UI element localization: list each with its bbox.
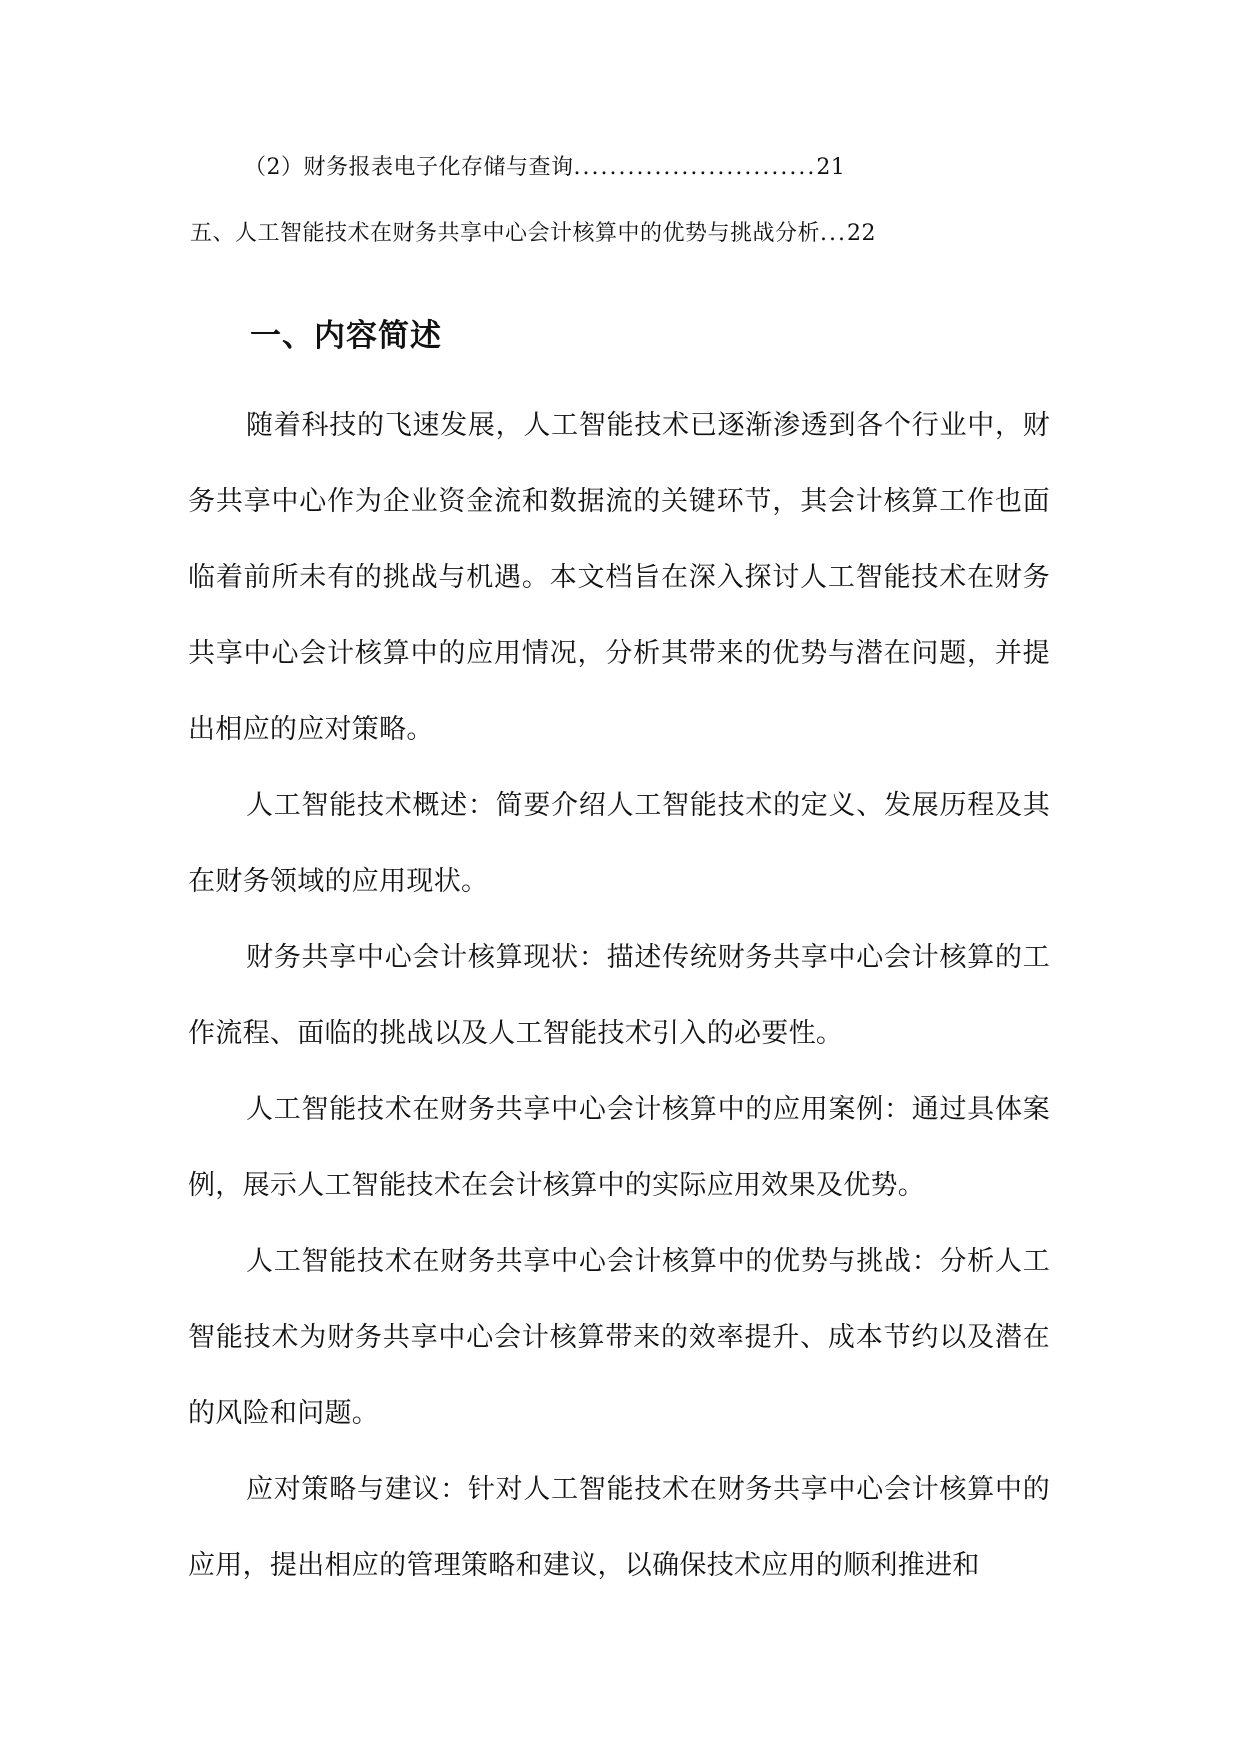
- paragraph-ai-overview: 人工智能技术概述：简要介绍人工智能技术的定义、发展历程及其在财务领域的应用现状。: [188, 790, 1050, 897]
- section-heading: 一、内容简述: [250, 318, 442, 354]
- paragraph-current-status: 财务共享中心会计核算现状：描述传统财务共享中心会计核算的工作流程、面临的挑战以及人工智能技术引入的必要性。: [188, 942, 1050, 1049]
- paragraph-intro: 随着科技的飞速发展，人工智能技术已逐渐渗透到各个行业中，财务共享中心作为企业资金流和数据流的关键环节，其会计核算工作也面临着前所未有的挑战与机遇。本文档旨在深入探讨人工智能技术在财务共享中心会计核算中的应用情况，分析其带来的优势与潜在问题，并提出相应的应对策略。: [188, 410, 1050, 745]
- toc-page-number: 22: [847, 221, 876, 246]
- toc-entry-label: 五、人工智能技术在财务共享中心会计核算中的优势与挑战分析: [190, 221, 821, 246]
- toc-page-number: 21: [816, 155, 846, 180]
- section-body: [188, 388, 1050, 1604]
- toc-entry-label: （2）财务报表电子化存储与查询: [244, 155, 574, 180]
- paragraph-strategies: 应对策略与建议：针对人工智能技术在财务共享中心会计核算中的应用，提出相应的管理策略和建议，以确保技术应用的顺利推进和: [188, 1474, 1050, 1581]
- toc-entry-main[interactable]: [190, 219, 876, 249]
- paragraph-application-cases: 人工智能技术在财务共享中心会计核算中的应用案例：通过具体案例，展示人工智能技术在会计核算中的实际应用效果及优势。: [188, 1094, 1050, 1201]
- toc-leader-dots: ...: [820, 221, 847, 246]
- paragraph-advantages-challenges: 人工智能技术在财务共享中心会计核算中的优势与挑战：分析人工智能技术为财务共享中心会计核算带来的效率提升、成本节约以及潜在的风险和问题。: [188, 1246, 1050, 1429]
- toc-leader-dots: ...........................: [573, 155, 817, 180]
- toc-entry-sub[interactable]: [244, 153, 845, 183]
